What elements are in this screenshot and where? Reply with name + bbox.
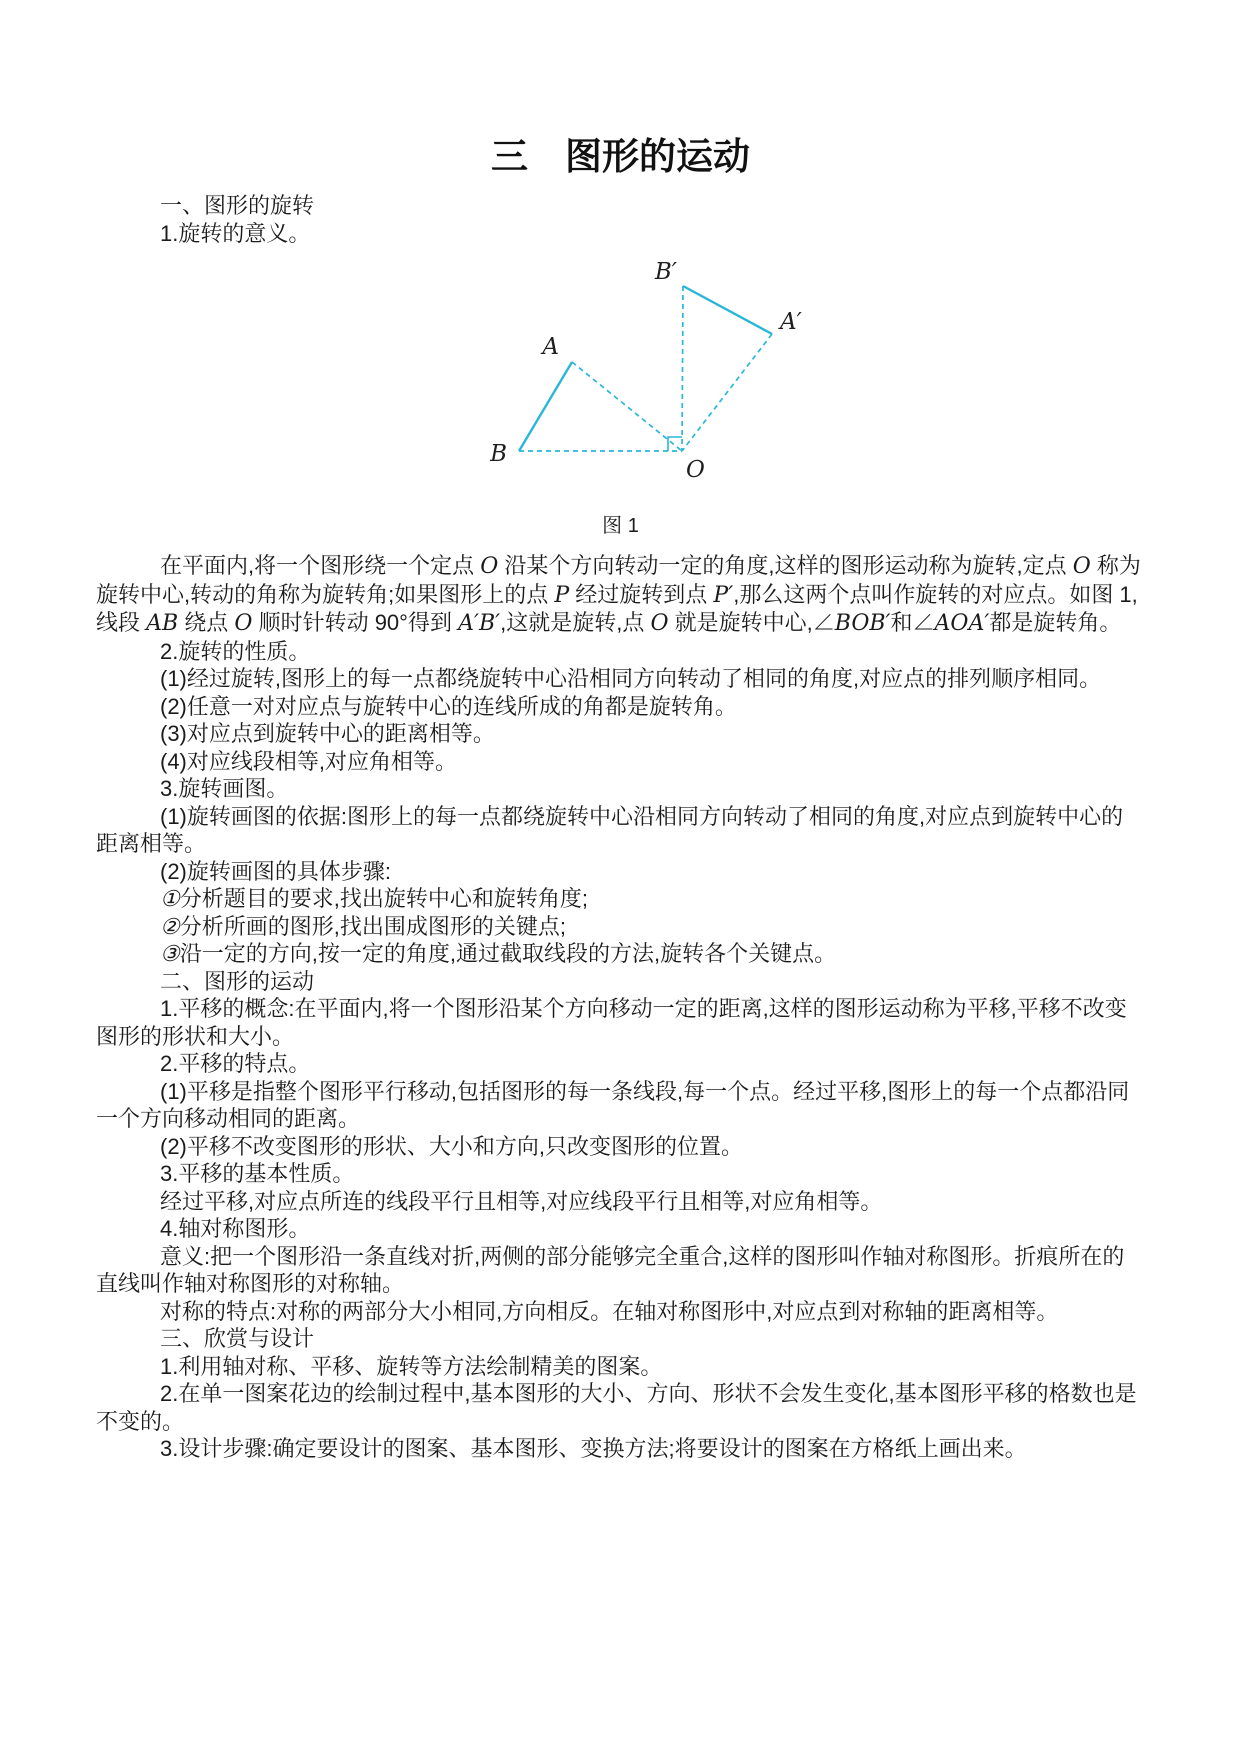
paragraph [96, 1380, 1145, 1435]
text-run: 2.在单一图案花边的绘制过程中,基本图形的大小、方向、形状不会发生变化,基本图形平移的格数也是不变的。 [96, 1381, 1137, 1434]
text-run: 称为旋转中心,转动的角称为旋转角;如果图形上的点 [96, 553, 1141, 607]
text-run: 沿一定的方向,按一定的角度,通过截取线段的方法,旋转各个关键点。 [179, 941, 837, 966]
text-run: 就是旋转中心,∠ [668, 610, 835, 635]
text-run: 3.旋转画图。 [160, 776, 289, 801]
paragraph [96, 638, 1145, 666]
text-run: 三、欣赏与设计 [160, 1326, 315, 1351]
dashed-line-AO [572, 362, 682, 451]
text-run: (1)平移是指整个图形平行移动,包括图形的每一条线段,每一个点。经过平移,图形上的每一个点都沿同一个方向移动相同的距离。 [96, 1078, 1130, 1131]
text-run: (2)旋转画图的具体步骤: [160, 858, 392, 884]
segment-AprimeBprime [683, 286, 772, 334]
figure-caption: 图 1 [602, 515, 639, 537]
math-text: O [1072, 554, 1091, 579]
text-run: 对称的特点:对称的两部分大小相同,方向相反。在轴对称图形中,对应点到对称轴的距离相等。 [160, 1298, 1059, 1324]
text-run: 1.平移的概念:在平面内,将一个图形沿某个方向移动一定的距离,这样的图形运动称为平移,平移不改变图形的形状和大小。 [96, 996, 1127, 1049]
label-Aprime: A′ [779, 309, 802, 335]
body-section [96, 552, 1145, 1463]
math-text: O [650, 611, 669, 636]
text-run: 3.设计步骤:确定要设计的图案、基本图形、变换方法;将要设计的图案在方格纸上画出来。 [160, 1436, 1027, 1461]
paragraph [96, 1435, 1145, 1463]
math-text: BOB′ [834, 611, 891, 636]
text-run: 一、图形的旋转 [160, 193, 315, 218]
label-Bprime: B′ [654, 259, 677, 285]
text-run: 沿某个方向转动一定的角度,这样的图形运动称为旋转,定点 [498, 553, 1073, 578]
label-B: B [489, 441, 507, 467]
paragraph [96, 1298, 1145, 1326]
text-run: 分析题目的要求,找出旋转中心和旋转角度; [179, 886, 588, 911]
paragraph [96, 1325, 1145, 1353]
paragraph [96, 693, 1145, 721]
paragraph [96, 940, 1145, 968]
text-run: 1.利用轴对称、平移、旋转等方法绘制精美的图案。 [160, 1353, 663, 1379]
math-text: O [480, 554, 499, 579]
text-run: (2)任意一对对应点与旋转中心的连线所成的角都是旋转角。 [160, 693, 737, 719]
paragraph [96, 1188, 1145, 1216]
paragraph [96, 1050, 1145, 1078]
page-title: 三 图形的运动 [491, 136, 750, 177]
text-run: 顺时针转动 90°得到 [252, 610, 459, 635]
paragraph [96, 913, 1145, 941]
text-run: ③ [160, 941, 180, 966]
label-O: O [685, 457, 705, 483]
text-run: 经过旋转到点 [569, 581, 714, 607]
text-run: 意义:把一个图形沿一条直线对折,两侧的部分能够完全重合,这样的图形叫作轴对称图形。折痕所在的直线叫作轴对称图形的对称轴。 [96, 1243, 1125, 1296]
paragraph [96, 192, 1145, 220]
paragraph [96, 968, 1145, 996]
text-run: 在平面内,将一个图形绕一个定点 [160, 553, 481, 578]
paragraph [96, 665, 1145, 693]
math-text: A′B′ [458, 611, 501, 636]
text-run: (1)经过旋转,图形上的每一点都绕旋转中心沿相同方向转动了相同的角度,对应点的排列顺序相同。 [160, 666, 1102, 691]
text-run: 二、图形的运动 [160, 968, 315, 994]
dashed-line-BprimeO [682, 286, 683, 451]
paragraph [96, 775, 1145, 803]
math-text: AB [146, 611, 179, 636]
rotation-diagram [431, 249, 811, 494]
paragraph [96, 1353, 1145, 1381]
paragraph [96, 552, 1145, 638]
paragraph [96, 1160, 1145, 1188]
text-run: 3.平移的基本性质。 [160, 1161, 355, 1186]
intro-section [96, 192, 1145, 247]
text-run: (2)平移不改变图形的形状、大小和方向,只改变图形的位置。 [160, 1133, 744, 1159]
math-text: P [554, 582, 570, 608]
text-run: 2.平移的特点。 [160, 1051, 311, 1076]
paragraph [96, 220, 1145, 248]
text-run: ① [160, 886, 180, 911]
text-run: ② [160, 913, 180, 939]
paragraph [96, 1215, 1145, 1243]
text-run: ,这就是旋转,点 [500, 610, 651, 635]
rotation-figure [96, 249, 1145, 538]
paragraph [96, 858, 1145, 886]
text-run: ,那么这两个点叫作旋转的对应点。如图 1,线段 [96, 581, 1138, 635]
text-run: 都是旋转角。 [989, 610, 1122, 635]
text-run: (1)旋转画图的依据:图形上的每一点都绕旋转中心沿相同方向转动了相同的角度,对应点到旋转中心的距离相等。 [96, 803, 1124, 856]
text-run: 1.旋转的意义。 [160, 220, 311, 246]
text-run: (3)对应点到旋转中心的距离相等。 [160, 721, 495, 746]
paragraph [96, 720, 1145, 748]
text-run: 经过平移,对应点所连的线段平行且相等,对应线段平行且相等,对应角相等。 [160, 1188, 883, 1214]
math-text: P′ [713, 582, 734, 608]
paragraph [96, 1078, 1145, 1133]
paragraph [96, 995, 1145, 1050]
math-text: AOA′ [934, 611, 990, 636]
paragraph [96, 748, 1145, 776]
paragraph [96, 803, 1145, 858]
segment-AB [519, 362, 572, 451]
text-run: 2.旋转的性质。 [160, 638, 311, 664]
text-run: (4)对应线段相等,对应角相等。 [160, 748, 458, 774]
paragraph [96, 1243, 1145, 1298]
paragraph [96, 885, 1145, 913]
math-text: O [234, 611, 253, 636]
dashed-line-AprimeO [682, 334, 772, 451]
label-A: A [541, 334, 559, 360]
text-run: 绕点 [178, 610, 235, 635]
text-run: 4.轴对称图形。 [160, 1216, 311, 1241]
paragraph [96, 1133, 1145, 1161]
text-run: 分析所画的图形,找出围成图形的关键点; [179, 913, 566, 939]
text-run: 和∠ [890, 610, 935, 635]
